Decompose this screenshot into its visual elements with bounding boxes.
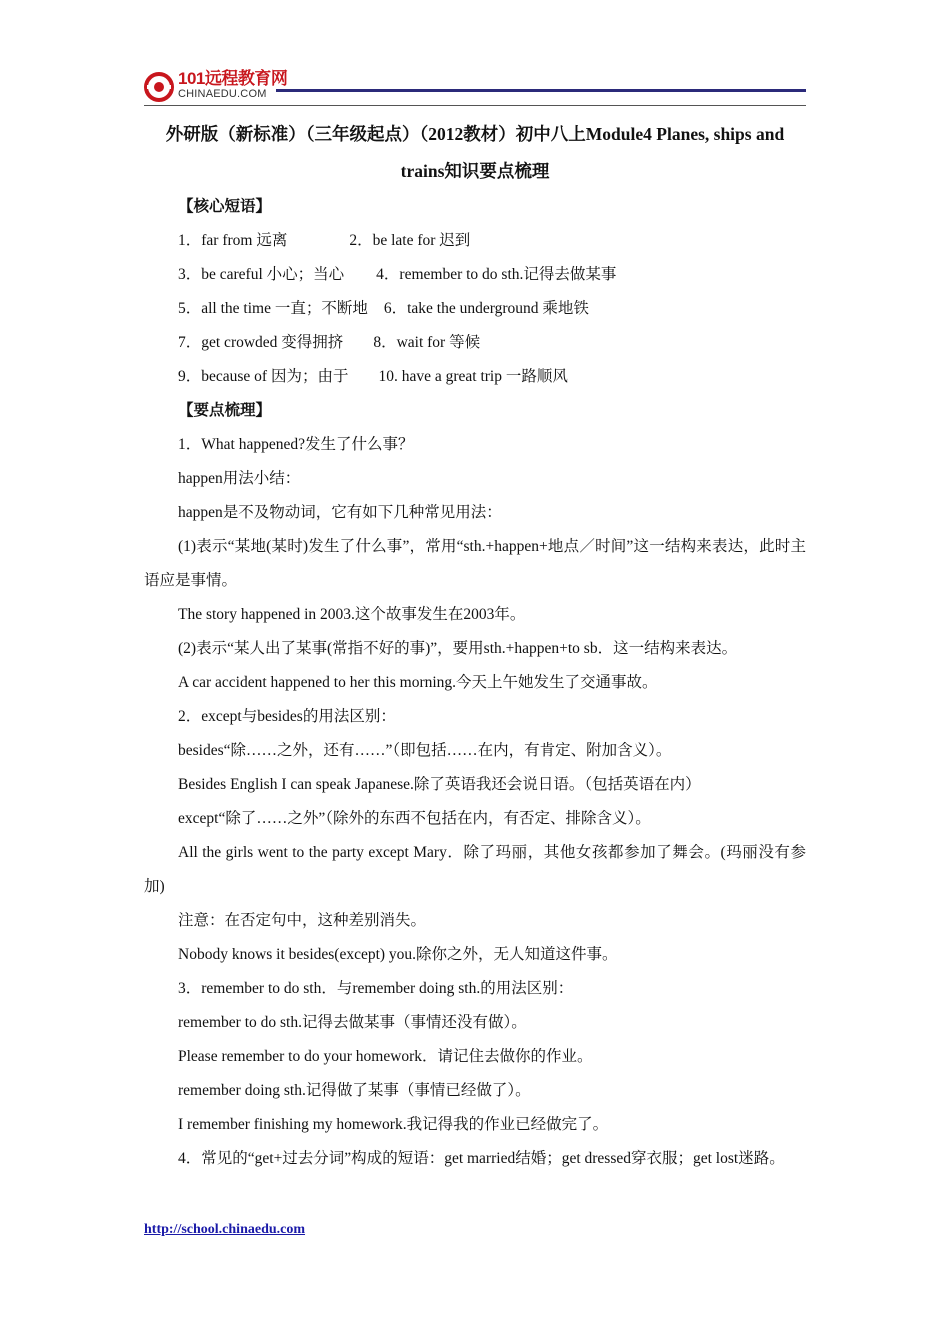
header-rule: [276, 89, 806, 92]
paragraph: happen是不及物动词，它有如下几种常见用法：: [178, 504, 502, 521]
phrase-row: [144, 258, 806, 292]
section-heading-phrases: 【核心短语】: [178, 198, 272, 215]
phrase-row: [144, 360, 806, 394]
paragraph: Please remember to do your homework．请记住去做你的作业。: [178, 1048, 593, 1065]
logo-subtext: CHINAEDU.COM: [178, 88, 267, 100]
paragraph: I remember finishing my homework.我记得我的作业已经做完了。: [178, 1116, 609, 1133]
phrase-item: 4．remember to do sth.记得去做某事: [376, 266, 617, 283]
phrase-item: 3．be careful 小心；当心: [178, 266, 345, 283]
paragraph: 1．What happened?发生了什么事？: [178, 436, 414, 453]
header-divider: [144, 105, 806, 106]
page-header: [144, 70, 806, 106]
phrase-item: 6．take the underground 乘地铁: [383, 300, 589, 317]
paragraph: Nobody knows it besides(except) you.除你之外，无人知道这件事。: [178, 946, 618, 963]
logo-text: 101远程教育网: [178, 69, 288, 88]
paragraph: (2)表示“某人出了某事(常指不好的事)”，要用sth.+happen+to sb．这一结构来表达。: [178, 640, 738, 657]
phrase-item: 9．because of 因为；由于: [178, 368, 349, 385]
paragraph: 3．remember to do sth．与remember doing sth.的用法区别：: [178, 980, 574, 997]
phrase-row: [144, 292, 806, 326]
phrase-item: 1．far from 远离: [178, 232, 288, 249]
paragraph: remember to do sth.记得去做某事（事情还没有做）。: [178, 1014, 527, 1031]
paragraph: Besides English I can speak Japanese.除了英语我还会说日语。（包括英语在内）: [178, 776, 701, 793]
paragraph: remember doing sth.记得做了某事（事情已经做了）。: [178, 1082, 531, 1099]
paragraph: except“除了……之外”（除外的东西不包括在内，有否定、排除含义）。: [178, 810, 651, 827]
phrase-item: 2．be late for 迟到: [349, 232, 471, 249]
document-body: [144, 190, 806, 1176]
paragraph: The story happened in 2003.这个故事发生在2003年。: [178, 606, 526, 623]
section-heading-points: 【要点梳理】: [178, 402, 272, 419]
phrase-row: [144, 326, 806, 360]
paragraph: 注意：在否定句中，这种差别消失。: [178, 912, 427, 929]
phrase-item: 10. have a great trip 一路顺风: [378, 368, 568, 385]
paragraph: A car accident happened to her this morning.今天上午她发生了交通事故。: [178, 674, 658, 691]
phrase-row: [144, 224, 806, 258]
paragraph: happen用法小结：: [178, 470, 301, 487]
phrase-item: 7．get crowded 变得拥挤: [178, 334, 344, 351]
footer-link[interactable]: http://school.chinaedu.com: [144, 1222, 306, 1237]
page-footer: [144, 1222, 305, 1238]
paragraph: All the girls went to the party except Mary．除了玛丽，其他女孩都参加了舞会。(玛丽没有参加): [144, 844, 806, 895]
chinaedu-logo-icon: [144, 72, 174, 102]
phrase-item: 5．all the time 一直；不断地: [178, 300, 368, 317]
document-title: 外研版（新标准）（三年级起点）（2012教材）初中八上Module4 Planes, ships and trains知识要点梳理: [165, 124, 785, 181]
paragraph: besides“除……之外，还有……”（即包括……在内，有肯定、附加含义）。: [178, 742, 672, 759]
paragraph: 4．常见的“get+过去分词”构成的短语：get married结婚；get dressed穿衣服；get lost迷路。: [178, 1150, 785, 1167]
phrase-item: 8．wait for 等候: [373, 334, 481, 351]
paragraph: (1)表示“某地(某时)发生了什么事”，常用“sth.+happen+地点／时间”这一结构来表达，此时主语应是事情。: [144, 538, 806, 589]
paragraph: 2．except与besides的用法区别：: [178, 708, 396, 725]
